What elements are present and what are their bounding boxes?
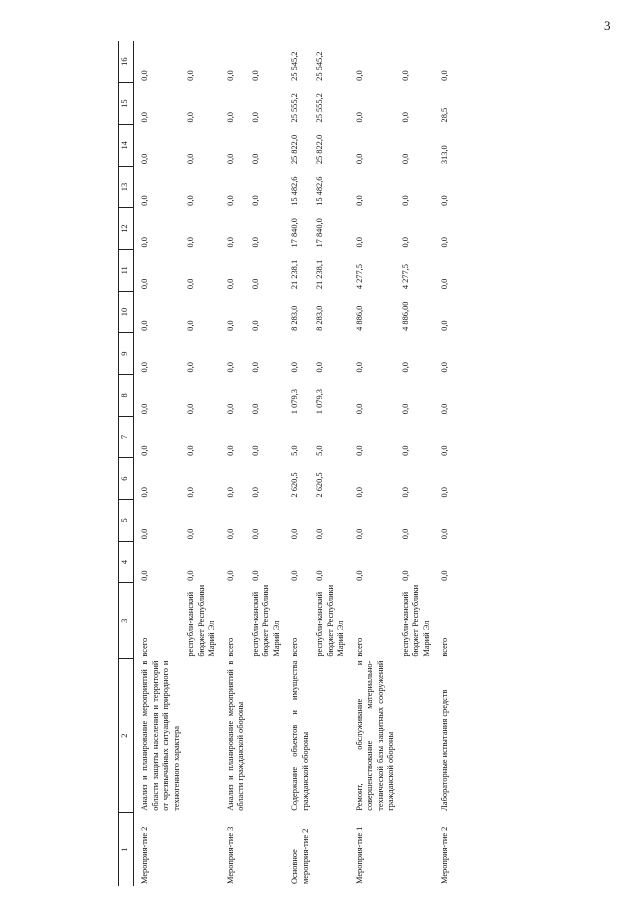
value-cell: 0,0 <box>400 528 410 540</box>
value-cell: 0,0 <box>440 487 449 498</box>
value-cell: 0,0 <box>186 237 195 248</box>
value-cell: 0,0 <box>440 528 449 540</box>
column-header: 4 <box>119 541 134 583</box>
value-cell: 0,0 <box>440 403 449 415</box>
value-cell: 17 840,0 <box>290 218 299 248</box>
value-cell: 0,0 <box>250 487 260 498</box>
value-cell: 0,0 <box>354 153 364 165</box>
cell-c3: республи-канский бюджет Республики Марий Эл <box>186 584 216 657</box>
value-cell: 21 238,1 <box>290 259 299 290</box>
value-cell: 0,0 <box>225 320 235 331</box>
value-cell: 0,0 <box>354 403 364 415</box>
page-number: 3 <box>604 18 611 33</box>
value-cell: 0,0 <box>186 320 195 331</box>
cell-c3: республи-канский бюджет Республики Марий Эл <box>400 584 431 657</box>
cell-c2 <box>313 659 349 813</box>
cell-c3: всего <box>354 637 364 657</box>
value-cell: 4 886,0 <box>354 305 364 331</box>
budget-table <box>118 41 453 886</box>
value-cell: 313,0 <box>440 145 449 165</box>
value-cell: 0,0 <box>140 570 149 581</box>
value-cell: 0,0 <box>140 112 149 123</box>
column-header: 6 <box>119 458 134 500</box>
cell-c2 <box>184 659 220 813</box>
table-row <box>134 41 185 886</box>
value-cell: 0,0 <box>225 487 235 498</box>
cell-c1: Мероприя-тие 3 <box>225 826 235 884</box>
value-cell: 25 822,0 <box>315 134 324 165</box>
value-cell: 0,0 <box>250 528 260 540</box>
value-cell: 0,0 <box>225 153 235 165</box>
value-cell: 0,0 <box>225 362 235 373</box>
column-header: 3 <box>119 583 134 659</box>
value-cell: 4 277,5 <box>354 264 364 290</box>
value-cell: 0,0 <box>250 237 260 248</box>
value-cell: 0,0 <box>315 570 324 581</box>
value-cell: 25 545,2 <box>315 51 324 81</box>
value-cell: 0,0 <box>440 237 449 248</box>
value-cell: 0,0 <box>250 403 260 415</box>
value-cell: 0,0 <box>225 70 235 81</box>
table-container <box>118 41 518 886</box>
cell-c2: Ремонт, обслуживание и совершенствование материально-технической базы защитных сооружений гражданской обороны <box>354 660 395 811</box>
value-cell: 0,0 <box>290 362 299 373</box>
value-cell: 0,0 <box>354 70 364 81</box>
value-cell: 25 555,2 <box>290 93 299 123</box>
value-cell: 0,0 <box>186 195 195 206</box>
value-cell: 0,0 <box>140 278 149 290</box>
table-row <box>249 41 285 886</box>
value-cell: 0,0 <box>250 112 260 123</box>
value-cell: 5,0 <box>315 445 324 456</box>
cell-c3: республи-канский бюджет Республики Марий Эл <box>250 584 281 657</box>
value-cell: 0,0 <box>354 195 364 206</box>
value-cell: 0,0 <box>250 445 260 456</box>
table-row <box>184 41 220 886</box>
value-cell: 0,0 <box>186 362 195 373</box>
value-cell: 17 840,0 <box>315 218 324 248</box>
value-cell: 0,0 <box>225 528 235 540</box>
value-cell: 0,0 <box>186 487 195 498</box>
value-cell: 0,0 <box>400 153 410 165</box>
column-header: 2 <box>119 659 134 813</box>
value-cell: 4 277,5 <box>400 264 410 290</box>
value-cell: 0,0 <box>440 320 449 331</box>
column-header: 16 <box>119 41 134 83</box>
value-cell: 0,0 <box>140 445 149 456</box>
value-cell: 0,0 <box>225 278 235 290</box>
value-cell: 15 482,6 <box>315 176 324 206</box>
value-cell: 1 079,3 <box>290 389 299 415</box>
column-header: 8 <box>119 375 134 417</box>
value-cell: 0,0 <box>250 278 260 290</box>
value-cell: 0,0 <box>400 112 410 123</box>
cell-c1: Мероприя-тие 2 <box>440 826 449 884</box>
value-cell: 0,0 <box>354 570 364 581</box>
value-cell: 8 283,0 <box>290 305 299 331</box>
table-row <box>434 41 453 886</box>
value-cell: 0,0 <box>290 570 299 581</box>
value-cell: 0,0 <box>186 403 195 415</box>
cell-c2 <box>249 659 285 813</box>
value-cell: 28,5 <box>440 107 449 123</box>
cell-c2 <box>399 659 435 813</box>
value-cell: 0,0 <box>440 70 449 81</box>
value-cell: 15 482,6 <box>290 176 299 206</box>
value-cell: 0,0 <box>225 195 235 206</box>
value-cell: 0,0 <box>315 362 324 373</box>
value-cell: 0,0 <box>400 195 410 206</box>
value-cell: 0,0 <box>354 362 364 373</box>
cell-c2: Анализ и планирование мероприятий в области гражданской обороны <box>225 660 245 811</box>
column-header: 12 <box>119 208 134 250</box>
value-cell: 0,0 <box>440 570 449 581</box>
value-cell: 0,0 <box>354 237 364 248</box>
value-cell: 0,0 <box>250 570 260 581</box>
cell-c3: всего <box>440 637 449 657</box>
value-cell: 0,0 <box>225 112 235 123</box>
value-cell: 0,0 <box>250 70 260 81</box>
value-cell: 0,0 <box>400 403 410 415</box>
value-cell: 0,0 <box>140 320 149 331</box>
value-cell: 0,0 <box>140 153 149 165</box>
value-cell: 0,0 <box>186 153 195 165</box>
header-row <box>119 41 134 886</box>
value-cell: 0,0 <box>400 70 410 81</box>
value-cell: 21 238,1 <box>315 259 324 290</box>
cell-c1: Мероприя-тие 1 <box>354 826 364 884</box>
table-row <box>284 41 313 886</box>
cell-c2: Лабораторные испытания средств <box>440 689 449 811</box>
value-cell: 0,0 <box>400 487 410 498</box>
cell-c1: Мероприя-тие 2 <box>140 826 149 884</box>
value-cell: 0,0 <box>250 153 260 165</box>
table-body <box>134 41 453 886</box>
table-row <box>349 41 399 886</box>
cell-c3: всего <box>140 637 149 657</box>
value-cell: 0,0 <box>440 278 449 290</box>
cell-c1 <box>399 813 435 886</box>
column-header: 10 <box>119 291 134 333</box>
column-header: 15 <box>119 83 134 125</box>
value-cell: 0,0 <box>250 195 260 206</box>
cell-c2: Содержание объектов и имущества гражданской обороны <box>290 660 310 811</box>
value-cell: 1 079,3 <box>315 389 324 415</box>
column-header: 5 <box>119 500 134 542</box>
value-cell: 0,0 <box>186 70 195 81</box>
column-header: 13 <box>119 166 134 208</box>
value-cell: 0,0 <box>225 445 235 456</box>
value-cell: 0,0 <box>250 362 260 373</box>
column-header: 14 <box>119 124 134 166</box>
cell-c1 <box>184 813 220 886</box>
cell-c3: всего <box>290 637 299 657</box>
value-cell: 0,0 <box>140 70 149 81</box>
value-cell: 0,0 <box>354 112 364 123</box>
cell-c3: всего <box>225 637 235 657</box>
column-header: 7 <box>119 416 134 458</box>
value-cell: 0,0 <box>225 403 235 415</box>
value-cell: 0,0 <box>354 487 364 498</box>
table-row <box>220 41 249 886</box>
value-cell: 0,0 <box>290 528 299 540</box>
value-cell: 0,0 <box>186 112 195 123</box>
value-cell: 2 620,5 <box>290 472 299 498</box>
value-cell: 0,0 <box>186 528 195 540</box>
value-cell: 0,0 <box>250 320 260 331</box>
value-cell: 0,0 <box>186 278 195 290</box>
value-cell: 0,0 <box>440 195 449 206</box>
value-cell: 0,0 <box>225 570 235 581</box>
value-cell: 0,0 <box>400 445 410 456</box>
value-cell: 0,0 <box>400 237 410 248</box>
column-header: 9 <box>119 333 134 375</box>
value-cell: 0,0 <box>140 237 149 248</box>
value-cell: 0,0 <box>186 445 195 456</box>
value-cell: 25 545,2 <box>290 51 299 81</box>
value-cell: 0,0 <box>140 195 149 206</box>
column-header: 11 <box>119 250 134 292</box>
value-cell: 2 620,5 <box>315 472 324 498</box>
cell-c3: республи-канский бюджет Республики Марий Эл <box>315 584 345 657</box>
value-cell: 0,0 <box>140 362 149 373</box>
value-cell: 0,0 <box>186 570 195 581</box>
value-cell: 0,0 <box>400 362 410 373</box>
value-cell: 0,0 <box>354 445 364 456</box>
value-cell: 0,0 <box>354 528 364 540</box>
cell-c2: Анализ и планирование мероприятий в области защиты населения и территорий от чрезвычайных ситуаций природного и техногенного характера <box>140 660 181 811</box>
value-cell: 0,0 <box>440 362 449 373</box>
value-cell: 0,0 <box>400 570 410 581</box>
value-cell: 4 886,00 <box>400 301 410 331</box>
value-cell: 25 555,2 <box>315 93 324 123</box>
value-cell: 0,0 <box>315 528 324 540</box>
value-cell: 0,0 <box>140 403 149 415</box>
column-header: 1 <box>119 813 134 886</box>
cell-c1: Основное мероприя-тие 2 <box>290 828 310 884</box>
value-cell: 0,0 <box>440 445 449 456</box>
cell-c1 <box>313 813 349 886</box>
value-cell: 8 283,0 <box>315 305 324 331</box>
value-cell: 0,0 <box>140 528 149 540</box>
value-cell: 0,0 <box>140 487 149 498</box>
value-cell: 25 822,0 <box>290 134 299 165</box>
value-cell: 0,0 <box>225 237 235 248</box>
table-row <box>313 41 349 886</box>
table-row <box>399 41 435 886</box>
value-cell: 5,0 <box>290 445 299 456</box>
cell-c1 <box>249 813 285 886</box>
